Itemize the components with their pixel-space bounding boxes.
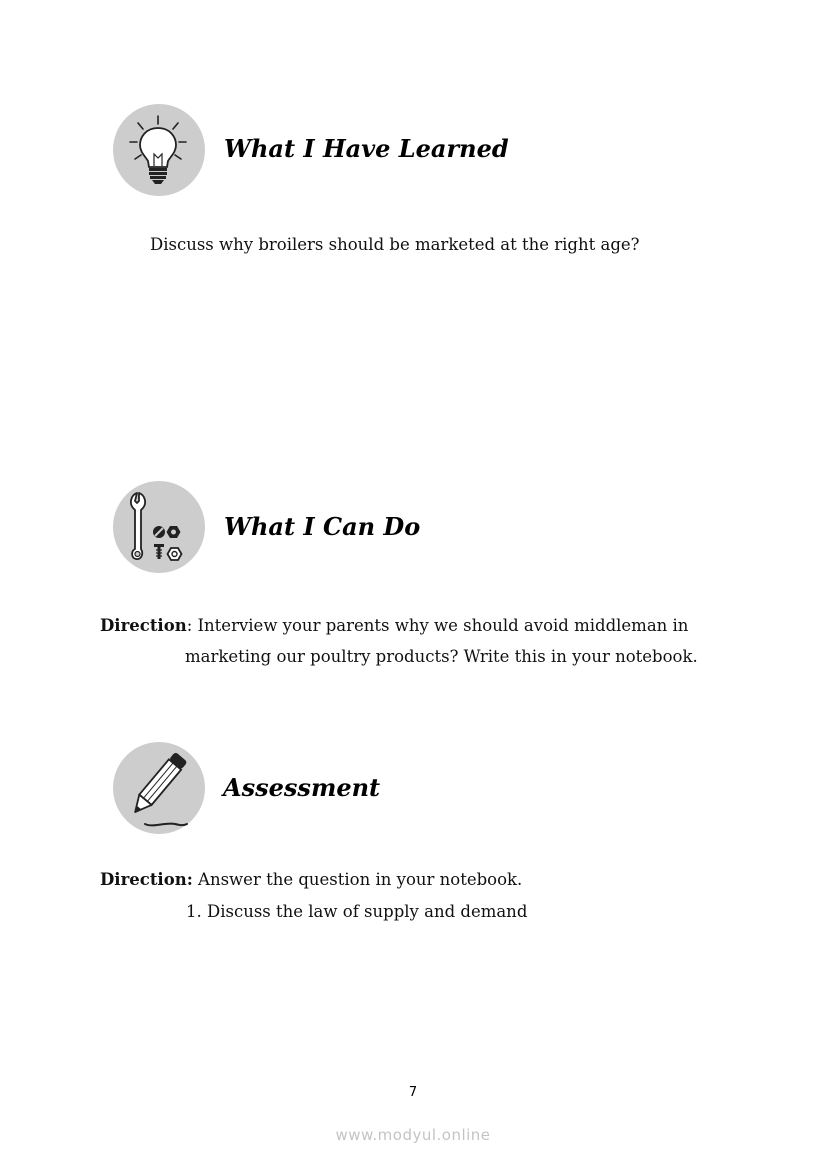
direction-text: Answer the question in your notebook.: [192, 870, 523, 889]
page-number: 7: [408, 1085, 418, 1100]
assessment-direction: [100, 872, 522, 889]
direction-label: Direction:: [100, 870, 193, 889]
tools-icon: [113, 481, 205, 573]
pencil-icon: [113, 742, 205, 834]
direction-text: : Interview your parents why we should avoid middleman in: [186, 616, 689, 635]
direction-label: Direction: [100, 616, 187, 635]
assessment-item-1: 1. Discuss the law of supply and demand: [186, 902, 528, 921]
lightbulb-icon: [113, 104, 205, 196]
section-title-learned: What I Have Learned: [224, 134, 509, 163]
tools-icon-badge: [113, 481, 205, 573]
watermark: www.modyul.online: [335, 1126, 491, 1144]
can-do-direction-line2: marketing our poultry products? Write this in your notebook.: [185, 647, 698, 666]
lightbulb-icon-badge: [113, 104, 205, 196]
can-do-direction-line1: [100, 618, 688, 635]
section-title-can-do: What I Can Do: [224, 512, 421, 541]
section-title-assessment: Assessment: [223, 773, 381, 802]
pencil-icon-badge: [113, 742, 205, 834]
learned-question: Discuss why broilers should be marketed at the right age?: [150, 235, 640, 254]
